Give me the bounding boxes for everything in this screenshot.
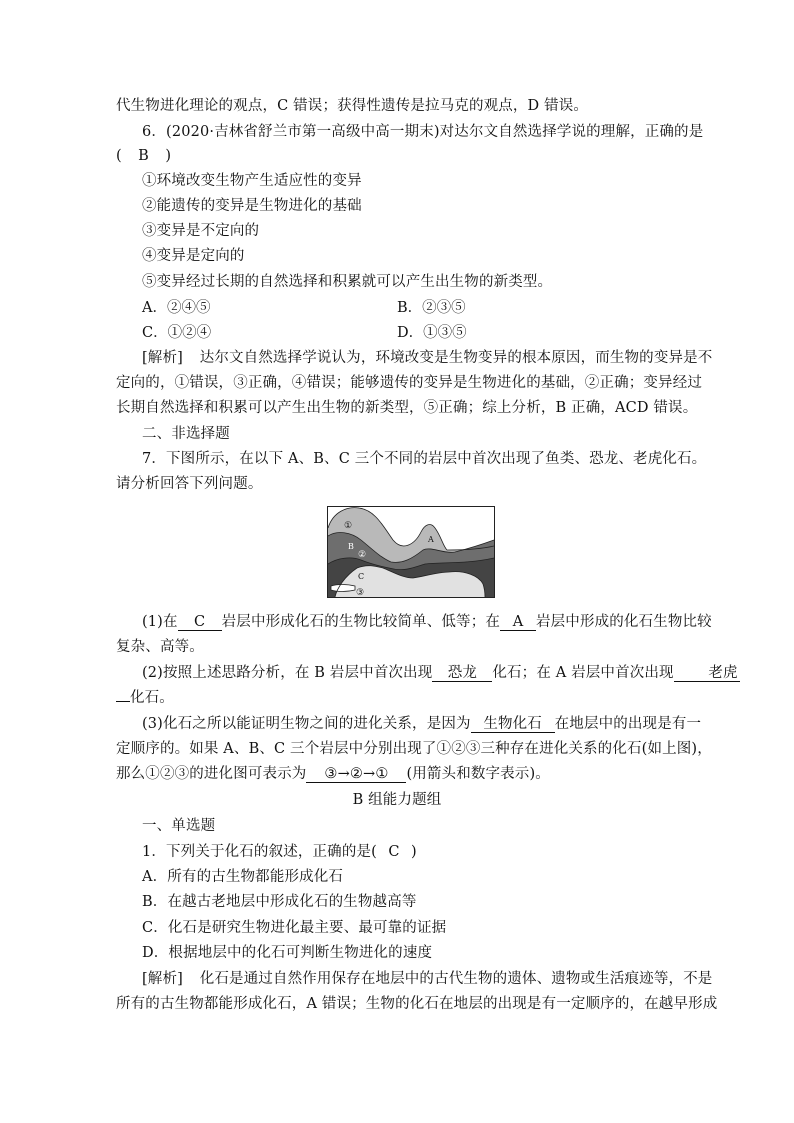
question-7-part-2-cont	[116, 688, 682, 708]
statement-item: ⑤变异经过长期的自然选择和积累就可以产生出生物的新类型。	[142, 274, 553, 290]
text: (用箭头和数字表示)。	[406, 766, 550, 782]
text: )	[410, 844, 417, 860]
question-6-answer-line	[116, 146, 682, 166]
option-b: B．在越古老地层中形成化石的生物越高等	[142, 894, 417, 910]
stratum-label-c: C	[358, 572, 365, 581]
text: 化石。	[130, 690, 174, 706]
statement-item: ④变异是定向的	[142, 248, 245, 264]
statement-item: ②能遗传的变异是生物进化的基础	[142, 198, 362, 214]
statement-item: ③变异是不定向的	[142, 223, 260, 239]
question-7-part-1	[142, 612, 712, 632]
text: 1．下列关于化石的叙述，正确的是(	[142, 844, 377, 860]
section-heading: 一、单选题	[142, 818, 216, 834]
option-d: D．①③⑤	[397, 325, 467, 341]
question-7-part-2	[142, 663, 738, 683]
fossil-label-3: ③	[356, 588, 365, 598]
section-heading: 二、非选择题	[142, 426, 230, 442]
option-c: C．①②④	[142, 325, 212, 341]
analysis-line	[142, 348, 713, 368]
answer-blank: 恐龙	[432, 665, 492, 682]
option-b: B．②③⑤	[397, 300, 466, 316]
text-line: 代生物进化理论的观点，C 错误；获得性遗传是拉马克的观点，D 错误。	[116, 98, 589, 114]
answer-blank	[116, 701, 130, 702]
question-7-part-3-cont	[116, 764, 682, 784]
option-a: A．②④⑤	[142, 300, 211, 316]
analysis-label: [解析]	[142, 971, 183, 987]
stratum-label-a: A	[428, 535, 434, 544]
question-7-stem: 7．下图所示，在以下 A、B、C 三个不同的岩层中首次出现了鱼类、恐龙、老虎化石。	[142, 451, 707, 467]
analysis-line: 定向的，①错误，③正确，④错误；能够遗传的变异是生物进化的基础，②正确；变异经过	[116, 375, 702, 391]
statement-item: ①环境改变生物产生适应性的变异	[142, 173, 362, 189]
analysis-text: 化石是通过自然作用保存在地层中的古代生物的遗体、遗物或生活痕迹等，不是	[199, 971, 713, 987]
fossil-label-1: ①	[344, 521, 353, 531]
option-d: D．根据地层中的化石可判断生物进化的速度	[142, 945, 433, 961]
question-b1-answer: C	[388, 844, 400, 860]
paren-close: )	[165, 148, 172, 164]
analysis-label: [解析]	[142, 350, 183, 366]
question-6-stem: 6．(2020·吉林省舒兰市第一高级中高一期末)对达尔文自然选择学说的理解，正确的是	[142, 124, 704, 140]
paren-open: (	[116, 148, 122, 164]
text: 化石；在 A 岩层中首次出现	[492, 665, 674, 681]
answer-blank: 生物化石	[471, 716, 555, 733]
text: 岩层中形成的化石生物比较	[536, 614, 712, 630]
answer-blank: 老虎	[674, 665, 740, 682]
question-7-part-1-cont: 复杂、高等。	[116, 639, 204, 655]
analysis-line: 长期自然选择和积累可以产生出生物的新类型，⑤正确；综上分析，B 正确，ACD 错误。	[116, 400, 698, 416]
answer-blank: ③→②→①	[306, 766, 406, 783]
text: 在地层中的出现是有一	[554, 716, 702, 732]
text: (1)在	[142, 614, 178, 630]
rock-strata-diagram	[327, 506, 495, 598]
question-6-answer: B	[138, 148, 149, 164]
question-7-part-3	[142, 714, 702, 734]
answer-blank: A	[500, 614, 536, 631]
fossil-label-2: ②	[358, 550, 367, 560]
text: 那么①②③的进化图可表示为	[116, 766, 307, 782]
question-7-part-3-cont: 定顺序的。如果 A、B、C 三个岩层中分别出现了①②③三种存在进化关系的化石(如上图)，	[116, 741, 712, 757]
text: 岩层中形成化石的生物比较简单、低等；在	[221, 614, 500, 630]
text: (2)按照上述思路分析，在 B 岩层中首次出现	[142, 665, 433, 681]
analysis-line: 所有的古生物都能形成化石，A 错误；生物的化石在地层的出现是有一定顺序的，在越早形成	[116, 996, 718, 1012]
answer-blank: C	[178, 614, 222, 631]
analysis-line	[142, 969, 713, 989]
question-7-stem: 请分析回答下列问题。	[116, 476, 263, 492]
group-heading: B 组能力题组	[352, 792, 442, 808]
analysis-text: 达尔文自然选择学说认为，环境改变是生物变异的根本原因，而生物的变异是不	[199, 350, 713, 366]
option-c: C．化石是研究生物进化最主要、最可靠的证据	[142, 920, 447, 936]
stratum-label-b: B	[348, 542, 354, 551]
text: (3)化石之所以能证明生物之间的进化关系，是因为	[142, 716, 471, 732]
question-b1-stem	[142, 842, 682, 862]
option-a: A．所有的古生物都能形成化石	[142, 869, 344, 885]
